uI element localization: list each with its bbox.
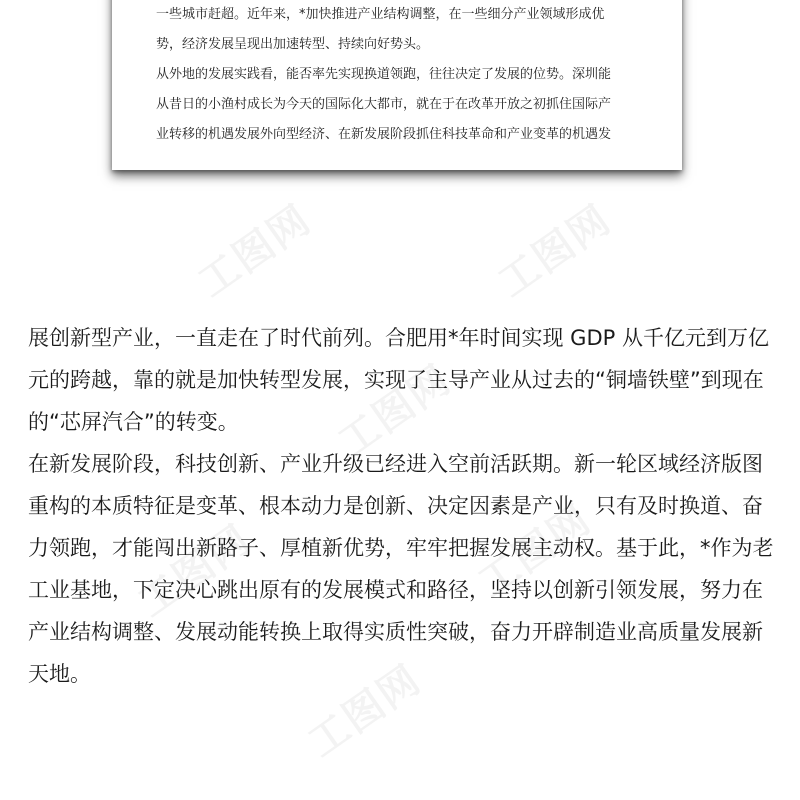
body-p1-line: 展创新型产业，一直走在了时代前列。合肥用*年时间实现 GDP 从千亿元到万亿 — [28, 326, 769, 350]
card-p1-line: 势，经济发展呈现出加速转型、持续向好势头。 — [156, 37, 430, 52]
watermark: 工图网 — [130, 516, 260, 627]
watermark: 工图网 — [330, 356, 460, 467]
body-p1-line: 元的跨越，靠的就是加快转型发展，实现了主导产业从过去的“铜墙铁壁”到现在 — [28, 368, 764, 392]
body-paragraph-1 — [28, 317, 776, 443]
watermark: 工图网 — [190, 196, 320, 307]
card-paragraph-2 — [156, 60, 656, 150]
body-p2-line: 天地。 — [28, 662, 91, 686]
body-p2-line: 产业结构调整、发展动能转换上取得实质性突破，奋力开辟制造业高质量发展新 — [28, 620, 763, 644]
document-body — [28, 317, 776, 695]
card-p2-line: 从外地的发展实践看，能否率先实现换道领跑，往往决定了发展的位势。深圳能 — [156, 67, 612, 82]
body-p2-line: 在新发展阶段，科技创新、产业升级已经进入空前活跃期。新一轮区域经济版图 — [28, 452, 763, 476]
document-preview-card — [112, 0, 682, 170]
body-p1-line: 的“芯屏汽合”的转变。 — [28, 410, 239, 434]
body-paragraph-2 — [28, 443, 776, 695]
card-p1-line: 一些城市赶超。近年来，*加快推进产业结构调整，在一些细分产业领域形成优 — [156, 7, 605, 22]
body-p2-line: 工业基地，下定决心跳出原有的发展模式和路径，坚持以创新引领发展，努力在 — [28, 578, 763, 602]
card-p2-line: 从昔日的小渔村成长为今天的国际化大都市，就在于在改革开放之初抓住国际产 — [156, 97, 612, 112]
card-p2-line: 业转移的机遇发展外向型经济、在新发展阶段抓住科技革命和产业变革的机遇发 — [156, 127, 612, 142]
watermark: 工图网 — [490, 196, 620, 307]
card-paragraph-1 — [156, 0, 656, 60]
body-p2-line: 力领跑，才能闯出新路子、厚植新优势，牢牢把握发展主动权。基于此，*作为老 — [28, 536, 774, 560]
watermark: 工图网 — [470, 496, 600, 607]
body-p2-line: 重构的本质特征是变革、根本动力是创新、决定因素是产业，只有及时换道、奋 — [28, 494, 763, 518]
watermark: 工图网 — [300, 656, 430, 767]
